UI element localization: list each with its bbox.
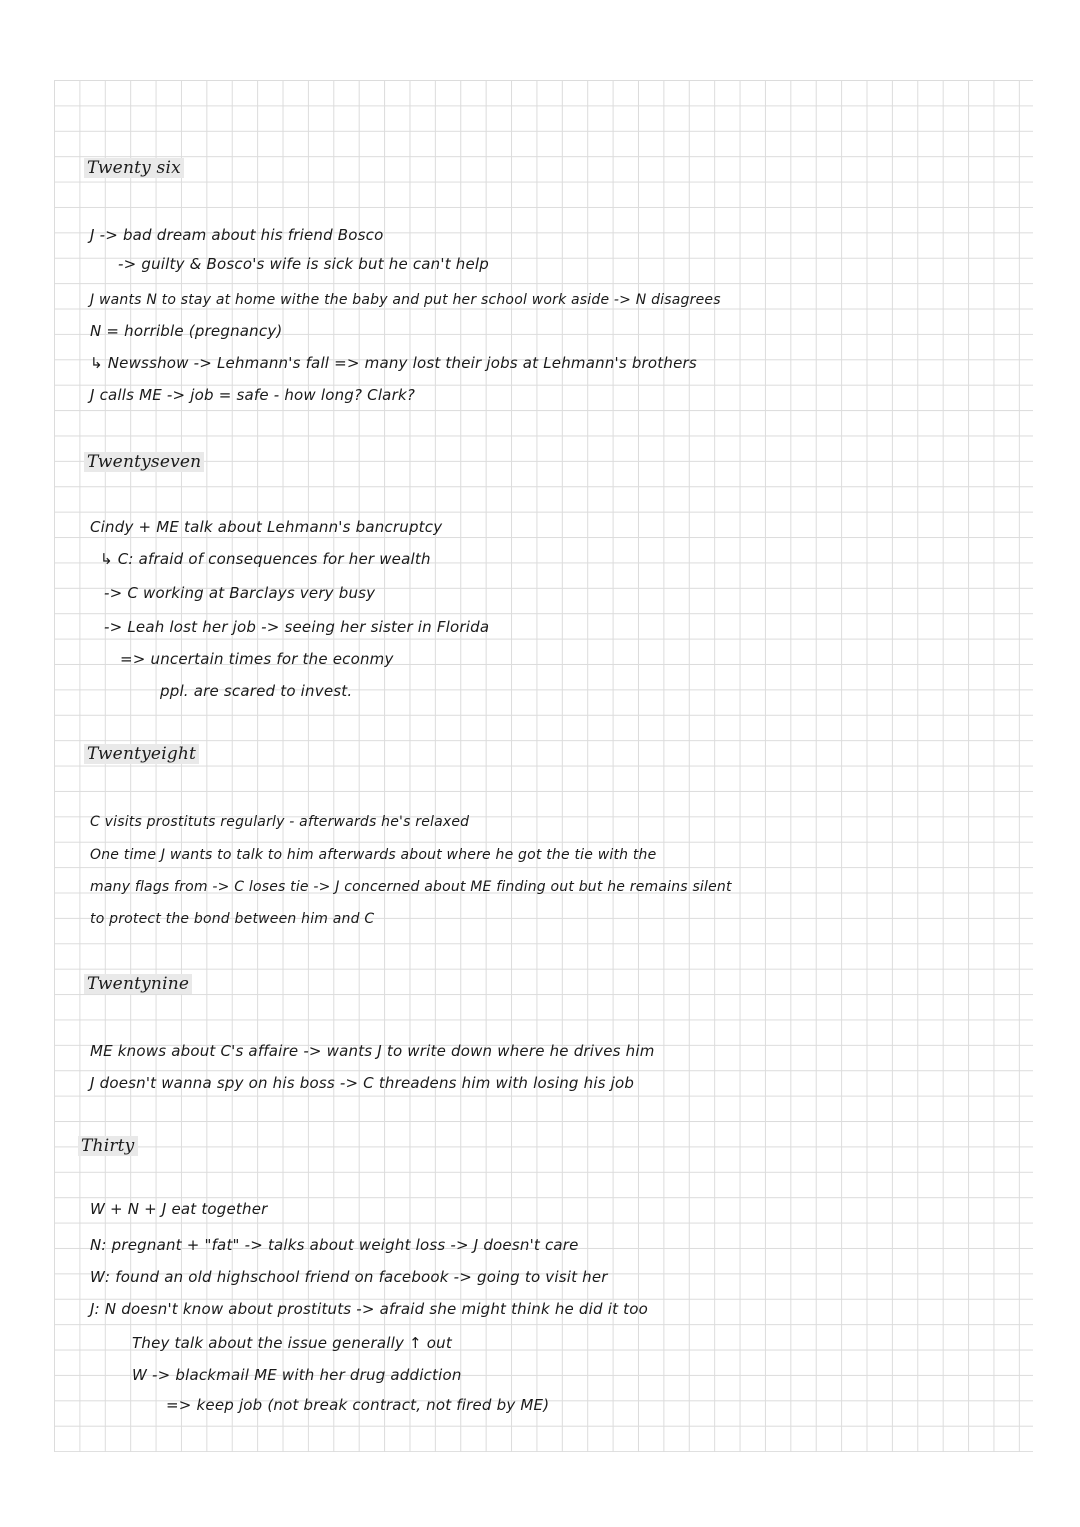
note-line: They talk about the issue generally ↑ out <box>132 1334 452 1352</box>
section-heading-twentynine: Twentynine <box>84 974 192 994</box>
page-margin <box>1033 0 1080 1527</box>
section-heading-twenty-six: Twenty six <box>84 158 184 178</box>
note-line: J -> bad dream about his friend Bosco <box>90 226 384 244</box>
note-line: One time J wants to talk to him afterwards about where he got the tie with the <box>90 847 657 863</box>
note-line: Cindy + ME talk about Lehmann's bancruptcy <box>90 518 443 536</box>
page-margin <box>0 0 54 1527</box>
note-line: C visits prostituts regularly - afterwards he's relaxed <box>90 814 470 830</box>
note-line: N = horrible (pregnancy) <box>90 322 283 340</box>
note-line: => uncertain times for the econmy <box>120 650 394 668</box>
page-margin <box>0 0 1080 80</box>
note-line: many flags from -> C loses tie -> J concerned about ME finding out but he remains silent <box>90 879 732 895</box>
note-line: -> Leah lost her job -> seeing her sister in Florida <box>104 618 490 636</box>
page-margin <box>0 1452 1080 1527</box>
section-heading-twentyeight: Twentyeight <box>84 744 199 764</box>
note-line: N: pregnant + "fat" -> talks about weight loss -> J doesn't care <box>90 1236 579 1254</box>
note-line: ↳ Newsshow -> Lehmann's fall => many lost their jobs at Lehmann's brothers <box>90 354 697 372</box>
note-line: => keep job (not break contract, not fired by ME) <box>166 1396 550 1414</box>
section-heading-twentyseven: Twentyseven <box>84 452 204 472</box>
note-line: J doesn't wanna spy on his boss -> C threadens him with losing his job <box>90 1074 635 1092</box>
note-line: W -> blackmail ME with her drug addiction <box>132 1366 462 1384</box>
note-line: ME knows about C's affaire -> wants J to write down where he drives him <box>90 1042 655 1060</box>
note-line: -> C working at Barclays very busy <box>104 584 376 602</box>
note-line: J wants N to stay at home withe the baby and put her school work aside -> N disagrees <box>90 292 721 308</box>
section-heading-thirty: Thirty <box>78 1136 138 1156</box>
note-line: W + N + J eat together <box>90 1200 268 1218</box>
note-line: ↳ C: afraid of consequences for her wealth <box>100 550 431 568</box>
note-line: -> guilty & Bosco's wife is sick but he can't help <box>118 255 489 273</box>
note-line: J calls ME -> job = safe - how long? Clark? <box>90 386 415 404</box>
note-line: J: N doesn't know about prostituts -> afraid she might think he did it too <box>90 1300 648 1318</box>
note-line: ppl. are scared to invest. <box>160 682 353 700</box>
note-line: to protect the bond between him and C <box>90 911 375 927</box>
note-line: W: found an old highschool friend on facebook -> going to visit her <box>90 1268 608 1286</box>
